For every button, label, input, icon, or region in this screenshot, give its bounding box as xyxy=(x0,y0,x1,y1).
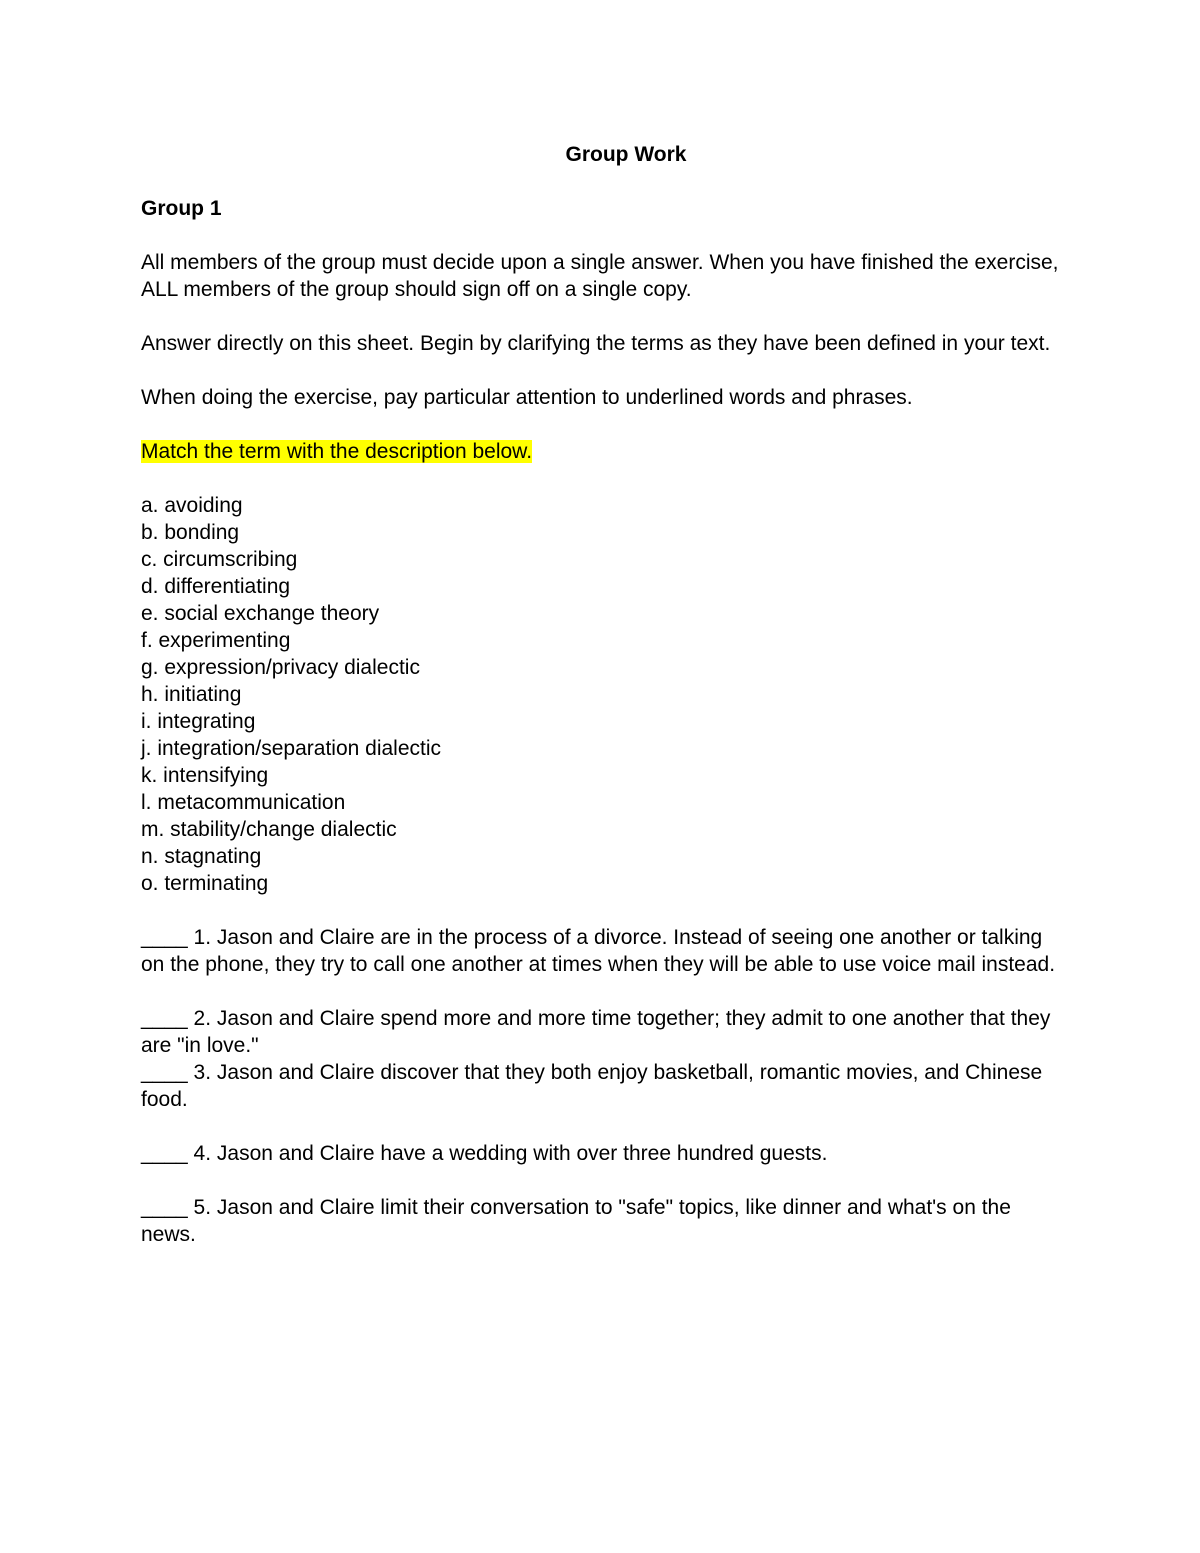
term-item: o. terminating xyxy=(141,872,269,895)
term-item: f. experimenting xyxy=(141,629,291,652)
instructions-paragraph-2: Answer directly on this sheet. Begin by clarifying the terms as they have been defined in your text. xyxy=(141,332,1051,355)
term-item: n. stagnating xyxy=(141,845,262,868)
term-item: g. expression/privacy dialectic xyxy=(141,656,420,679)
instructions-paragraph-1: All members of the group must decide upon a single answer. When you have finished the exercise, ALL members of the group should sign off on a single copy. xyxy=(141,251,1059,301)
document-title: Group Work xyxy=(565,143,687,166)
match-instruction xyxy=(141,438,1061,465)
question-5: ____ 5. Jason and Claire limit their conversation to "safe" topics, like dinner and what's on the news. xyxy=(141,1196,1011,1246)
question-2: ____ 2. Jason and Claire spend more and more time together; they admit to one another that they are "in love." xyxy=(141,1007,1051,1057)
term-item: b. bonding xyxy=(141,521,240,544)
term-item: c. circumscribing xyxy=(141,548,298,571)
term-item: a. avoiding xyxy=(141,494,243,517)
term-item: h. initiating xyxy=(141,683,242,706)
term-item: l. metacommunication xyxy=(141,791,346,814)
terms-list xyxy=(141,492,1061,897)
term-item: k. intensifying xyxy=(141,764,269,787)
question-3: ____ 3. Jason and Claire discover that they both enjoy basketball, romantic movies, and Chinese food. xyxy=(141,1061,1043,1111)
term-item: i. integrating xyxy=(141,710,256,733)
term-item: j. integration/separation dialectic xyxy=(141,737,442,760)
group-heading: Group 1 xyxy=(141,197,222,220)
question-4: ____ 4. Jason and Claire have a wedding with over three hundred guests. xyxy=(141,1142,828,1165)
question-1: ____ 1. Jason and Claire are in the process of a divorce. Instead of seeing one another or talking on the phone, they try to call one another at times when they will be able to use voice mail instead. xyxy=(141,926,1056,976)
instructions-paragraph-3: When doing the exercise, pay particular attention to underlined words and phrases. xyxy=(141,386,913,409)
term-item: d. differentiating xyxy=(141,575,291,598)
document-page xyxy=(141,141,1061,1248)
highlighted-instruction: Match the term with the description below. xyxy=(141,440,533,463)
term-item: e. social exchange theory xyxy=(141,602,380,625)
term-item: m. stability/change dialectic xyxy=(141,818,397,841)
